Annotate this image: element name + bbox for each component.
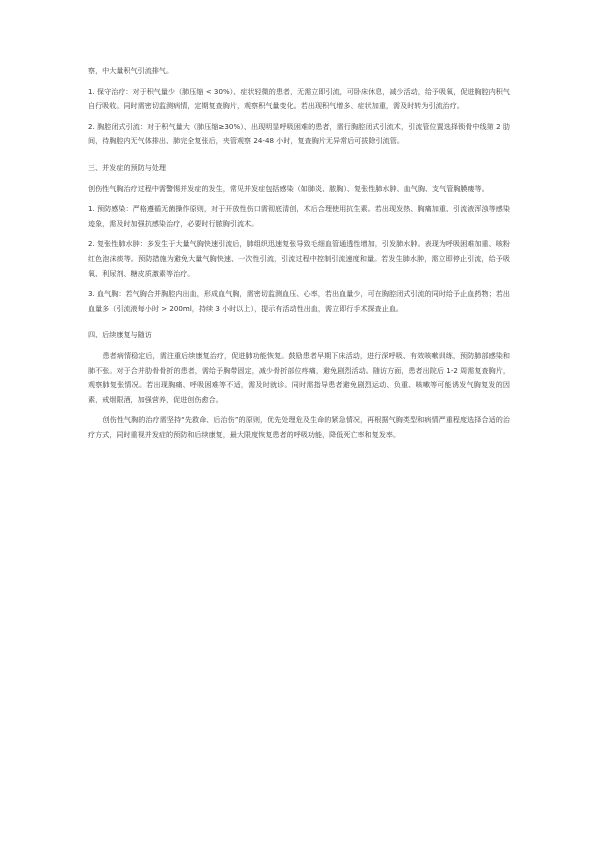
document-body	[88, 64, 510, 442]
paragraph-complications-intro: 创伤性气胸治疗过程中需警惕并发症的发生，常见并发症包括感染（如肺炎、脓胸）、复张性肺水肿、血气胸、支气管胸膜瘘等。	[88, 183, 489, 193]
paragraph-continuation: 察，中大量积气引流排气。	[88, 66, 174, 75]
paragraph-conclusion: 创伤性气胸的治疗需坚持“先救命、后治伤”的原则，优先处理危及生命的紧急情况，再根据气胸类型和病情严重程度选择合适的治疗方式，同时重视并发症的预防和后续康复，最大限度恢复患者的呼吸功能，降低死亡率和复发率。	[88, 415, 510, 439]
paragraph-hemopneumothorax: 3. 血气胸：若气胸合并胸腔内出血，形成血气胸，需密切监测血压、心率，若出血量少，可在胸腔闭式引流的同时给予止血药物；若出血量多（引流液每小时 > 200ml，持续 3 小时以上），提示有活动性出血，需立即行手术探查止血。	[88, 289, 510, 313]
section-heading-complications: 三、并发症的预防与处理	[88, 162, 167, 172]
paragraph-rehabilitation: 患者病情稳定后，需注重后续康复治疗，促进肺功能恢复。鼓励患者早期下床活动，进行深呼吸、有效咳嗽训练，预防肺部感染和肺不张。对于合并肋骨骨折的患者，需给予胸带固定，减少骨折部位疼痛，避免剧烈活动。随访方面，患者出院后 1-2 周需复查胸片，观察肺复张情况。若出现胸痛、呼吸困难等不适，需及时就诊。同时需指导患者避免剧烈运动、负重、咳嗽等可能诱发气胸复发的因素，戒烟限酒，加强营养，促进创伤愈合。	[88, 350, 510, 404]
section-heading-rehabilitation: 四、后续康复与随访	[88, 330, 152, 340]
paragraph-closed-drainage: 2. 胸腔闭式引流：对于积气量大（肺压缩≥30%）、出现明显呼吸困难的患者，需行胸腔闭式引流术，引流管位置选择锁骨中线第 2 肋间，待胸腔内无气体排出、肺完全复张后，夹管观察 24-48 小时，复查胸片无异常后可拔除引流管。	[88, 121, 510, 146]
paragraph-infection-prevention: 1. 预防感染：严格遵循无菌操作原则，对于开放性伤口需彻底清创，术后合理使用抗生素。若出现发热、胸痛加重、引流液浑浊等感染迹象，需及时加强抗感染治疗，必要时行脓胸引流术。	[88, 204, 510, 228]
paragraph-reexpansion-edema: 2. 复张性肺水肿：多发生于大量气胸快速引流后，肺组织迅速复张导致毛细血管通透性增加，引发肺水肿。表现为呼吸困难加重、咳粉红色泡沫痰等。预防措施为避免大量气胸快速、一次性引流，引流过程中控制引流速度和量。若发生肺水肿，需立即停止引流，给予吸氧、利尿剂、糖皮质激素等治疗。	[88, 239, 510, 278]
paragraph-conservative-treatment: 1. 保守治疗：对于积气量少（肺压缩 < 30%）、症状轻微的患者，无需立即引流，可卧床休息，减少活动，给予吸氧，促进胸腔内积气自行吸收。同时需密切监测病情，定期复查胸片，观察积气量变化。若出现积气增多、症状加重，需及时转为引流治疗。	[88, 86, 510, 111]
